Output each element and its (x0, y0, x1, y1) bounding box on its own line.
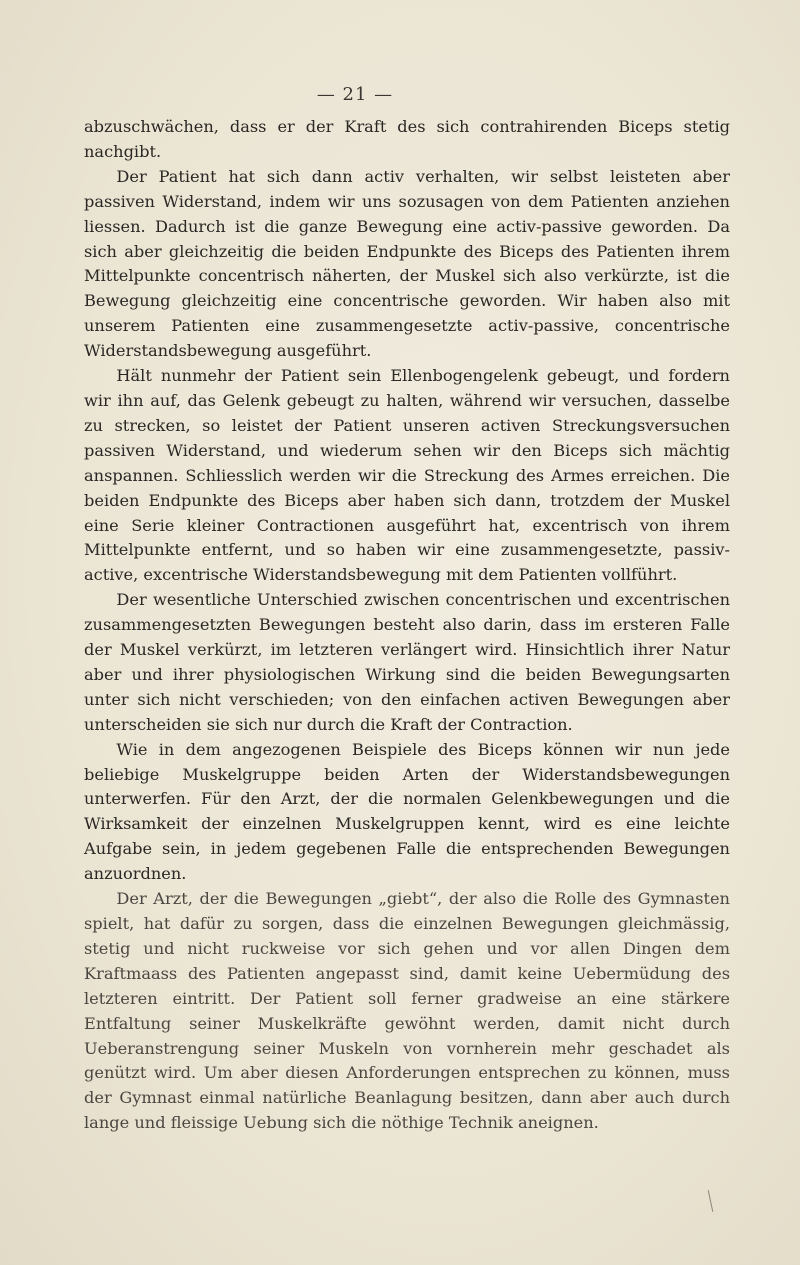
paragraph: Wie in dem angezogenen Beispiele des Biceps können wir nun jede beliebige Muskelgruppe beiden Arten der Widerstandsbewegungen unterwerfen. Für den Arzt, der die normalen Gelenkbewegungen und die Wirksamkeit der einzelnen Muskelgruppen kennt, wird es eine leichte Aufgabe sein, in jedem gegebenen Falle die entsprechenden Bewegungen anzuordnen. (84, 739, 730, 884)
paragraph: Der wesentliche Unterschied zwischen concentrischen und excentrischen zusammengesetzten Bewegungen besteht also darin, dass im ersteren Falle der Muskel verkürzt, im letzteren verlängert wird. Hinsichtlich ihrer Natur aber und ihrer physiologischen Wirkung sind die beiden Bewegungsarten unter sich nicht verschieden; von den einfachen activen Bewegungen aber unterscheiden sie sich nur durch die Kraft der Contraction. (84, 590, 730, 734)
paragraph: abzuschwächen, dass er der Kraft des sich contrahirenden Biceps stetig nachgibt. (84, 117, 730, 161)
body-text (84, 115, 730, 1136)
page-number: — 21 — (316, 84, 394, 105)
ink-mark (708, 1190, 714, 1212)
paragraph: Der Patient hat sich dann activ verhalten, wir selbst leisteten aber passiven Widerstand, indem wir uns sozusagen von dem Patienten anziehen liessen. Dadurch ist die ganze Bewegung eine activ-passive geworden. Da sich aber gleichzeitig die beiden Endpunkte des Biceps des Patienten ihrem Mittelpunkte concentrisch näherten, der Muskel sich also verkürzte, ist die Bewegung gleichzeitig eine concentrische geworden. Wir haben also mit unserem Patienten eine zusammengesetzte activ-passive, concentrische Widerstandsbewegung ausgeführt. (84, 166, 730, 361)
paragraph: Der Arzt, der die Bewegungen „giebt“, der also die Rolle des Gymnasten spielt, hat dafür zu sorgen, dass die einzelnen Bewegungen gleichmässig, stetig und nicht ruckweise vor sich gehen und vor allen Dingen dem Kraftmaass des Patienten angepasst sind, damit keine Uebermüdung des letzteren eintritt. Der Patient soll ferner gradweise an eine stärkere Entfaltung seiner Muskelkräfte gewöhnt werden, damit nicht durch Ueberanstrengung seiner Muskeln von vornherein mehr geschadet als genützt wird. Um aber diesen Anforderungen entsprechen zu können, muss der Gymnast einmal natürliche Beanlagung besitzen, dann aber auch durch lange und fleissige Uebung sich die nöthige Technik aneignen. (84, 889, 730, 1133)
paragraph: Hält nunmehr der Patient sein Ellenbogengelenk gebeugt, und fordern wir ihn auf, das Gelenk gebeugt zu halten, während wir versuchen, dasselbe zu strecken, so leistet der Patient unseren activen Streckungsversuchen passiven Widerstand, und wiederum sehen wir den Biceps sich mächtig anspannen. Schliesslich werden wir die Streckung des Armes erreichen. Die beiden Endpunkte des Biceps aber haben sich dann, trotzdem der Muskel eine Serie kleiner Contractionen ausgeführt hat, excentrisch von ihrem Mittelpunkte entfernt, und so haben wir eine zusammengesetzte, passiv-active, excentrische Widerstandsbewegung mit dem Patienten vollführt. (84, 366, 730, 585)
